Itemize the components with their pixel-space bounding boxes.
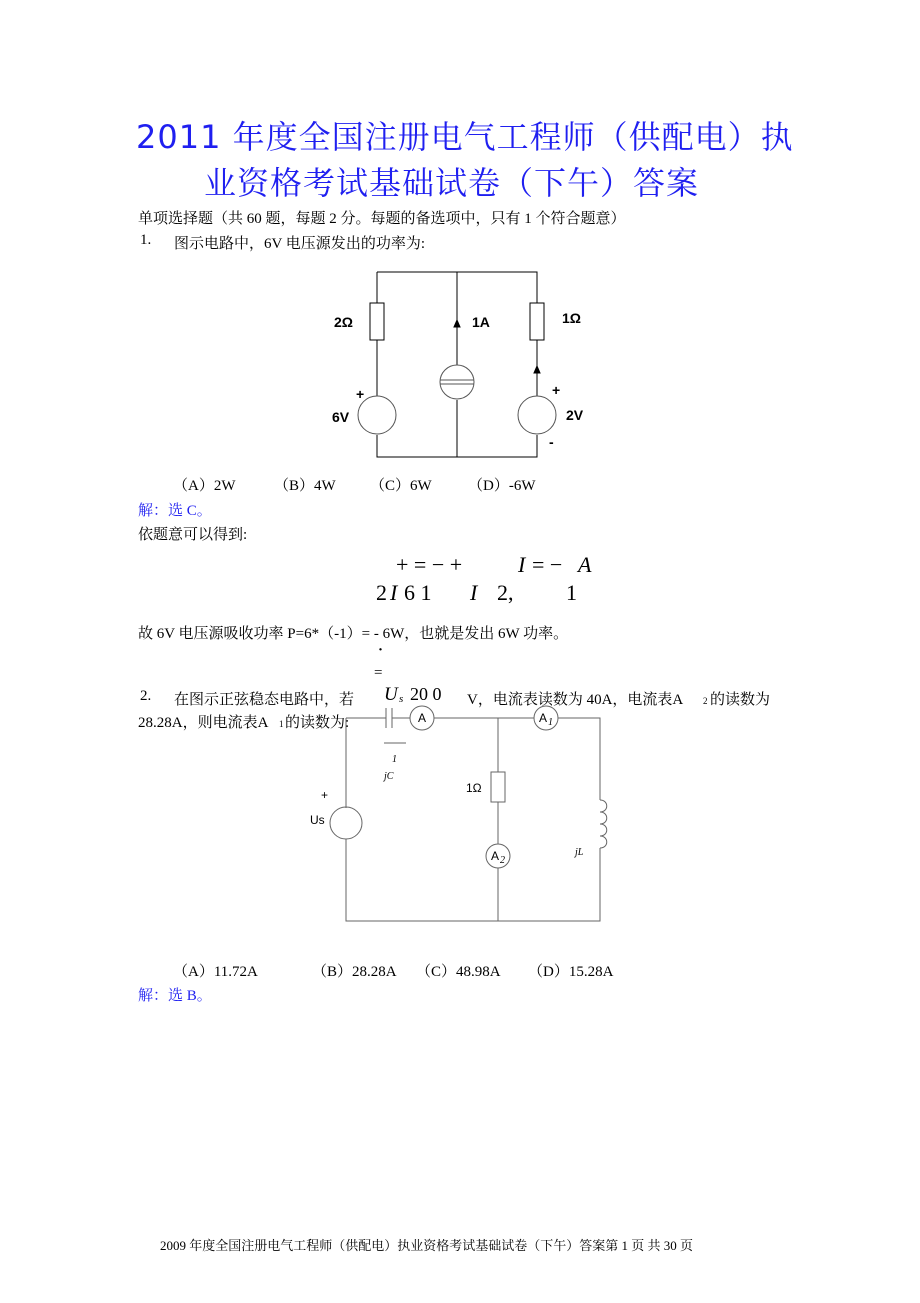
q2-number: 2. — [140, 688, 152, 704]
eq-row1-i: I — [518, 552, 526, 577]
plus-2v: + — [552, 382, 561, 398]
cap-denominator: jC — [384, 771, 394, 782]
q2-sub-2: 2 — [703, 696, 708, 706]
title-line-2: 业资格考试基础试卷（下午）答案 — [204, 164, 700, 202]
q1-circuit-diagram — [320, 265, 610, 465]
intro-text: 单项选择题（共 60 题，每题 2 分。每题的备选项中，只有 1 个符合题意） — [138, 211, 626, 227]
source-plus: + — [321, 788, 329, 802]
inductor-jl — [600, 800, 607, 848]
eq-row2-61: 6 1 — [404, 580, 432, 605]
eq-row2-2: 2 — [376, 580, 387, 605]
q2-circuit-diagram — [300, 700, 620, 930]
minus-2v: - — [549, 434, 554, 450]
resistor-1ohm-q2 — [491, 772, 505, 802]
q1-derive: 依题意可以得到: — [138, 527, 248, 543]
q2-text-c: 的读数为 — [710, 692, 771, 708]
resistor-label: 1Ω — [466, 781, 482, 795]
q2-us-symbol: U — [384, 684, 398, 705]
label-2ohm: 2Ω — [334, 314, 354, 330]
eq-row1-ops2: = − — [532, 552, 563, 577]
q2-text-b: V，电流表读数为 40A，电流表A — [467, 692, 684, 708]
ammeter-a2-label: A — [491, 849, 500, 863]
eq-row1-ops: + = − + — [396, 552, 463, 577]
q2-option-b: （B）28.28A — [312, 964, 397, 980]
q1-number: 1. — [140, 232, 152, 248]
q1-answer: 解：选 C。 — [138, 503, 212, 519]
stray-dot: · — [378, 642, 384, 658]
q1-text: 图示电路中，6V 电压源发出的功率为: — [174, 236, 425, 252]
label-1ohm: 1Ω — [562, 310, 582, 326]
ammeter-main-label: A — [418, 711, 427, 725]
inductor-label: jL — [575, 847, 584, 858]
resistor-2ohm — [370, 303, 384, 340]
q2-us-value: 20 0 — [410, 684, 442, 704]
source-label: Us — [310, 813, 325, 827]
eq-row1-a: A — [578, 552, 592, 577]
q1-option-a: （A）2W — [173, 478, 236, 494]
label-1a: 1A — [472, 314, 490, 330]
q2-sub-1: 1 — [279, 719, 284, 729]
q1-option-b: （B）4W — [274, 478, 336, 494]
label-6v: 6V — [332, 409, 350, 425]
label-2v: 2V — [566, 407, 584, 423]
q1-option-d: （D）-6W — [468, 478, 536, 494]
eq-row2-i: I — [390, 580, 398, 605]
eq-row2-1: 1 — [566, 580, 577, 605]
eq-row2-i2: I — [470, 580, 478, 605]
q2-option-d: （D）15.28A — [528, 964, 614, 980]
resistor-1ohm — [530, 303, 544, 340]
stray-equal: = — [374, 665, 383, 681]
q2-line2-b: 的读数为: — [285, 715, 350, 731]
eq-row2-2comma: 2, — [497, 580, 514, 605]
ammeter-a1-sub: 1 — [548, 717, 553, 728]
voltage-source-2v — [518, 396, 556, 434]
q2-option-a: （A）11.72A — [173, 964, 258, 980]
q2-text-a: 在图示正弦稳态电路中，若 — [174, 692, 355, 708]
q2-answer: 解：选 B。 — [138, 988, 212, 1004]
q1-option-c: （C）6W — [370, 478, 432, 494]
ammeter-a2-sub: 2 — [500, 855, 505, 866]
page-footer: 2009 年度全国注册电气工程师（供配电）执业资格考试基础试卷（下午）答案第 1 页 共 30 页 — [160, 1238, 694, 1253]
ammeter-a1-label: A — [539, 711, 548, 725]
q2-line2-a: 28.28A，则电流表A — [138, 715, 269, 731]
current-source-1a — [440, 365, 474, 399]
q2-option-c: （C）48.98A — [416, 964, 501, 980]
voltage-source-us — [330, 807, 362, 839]
plus-6v: + — [356, 386, 365, 402]
q2-us-sub: s — [399, 693, 404, 705]
cap-numerator: 1 — [392, 754, 397, 765]
title-line-1: 2011 年度全国注册电气工程师（供配电）执 — [136, 118, 794, 156]
q1-conclusion: 故 6V 电压源吸收功率 P=6*（-1）= - 6W，也就是发出 6W 功率。 — [138, 626, 569, 642]
